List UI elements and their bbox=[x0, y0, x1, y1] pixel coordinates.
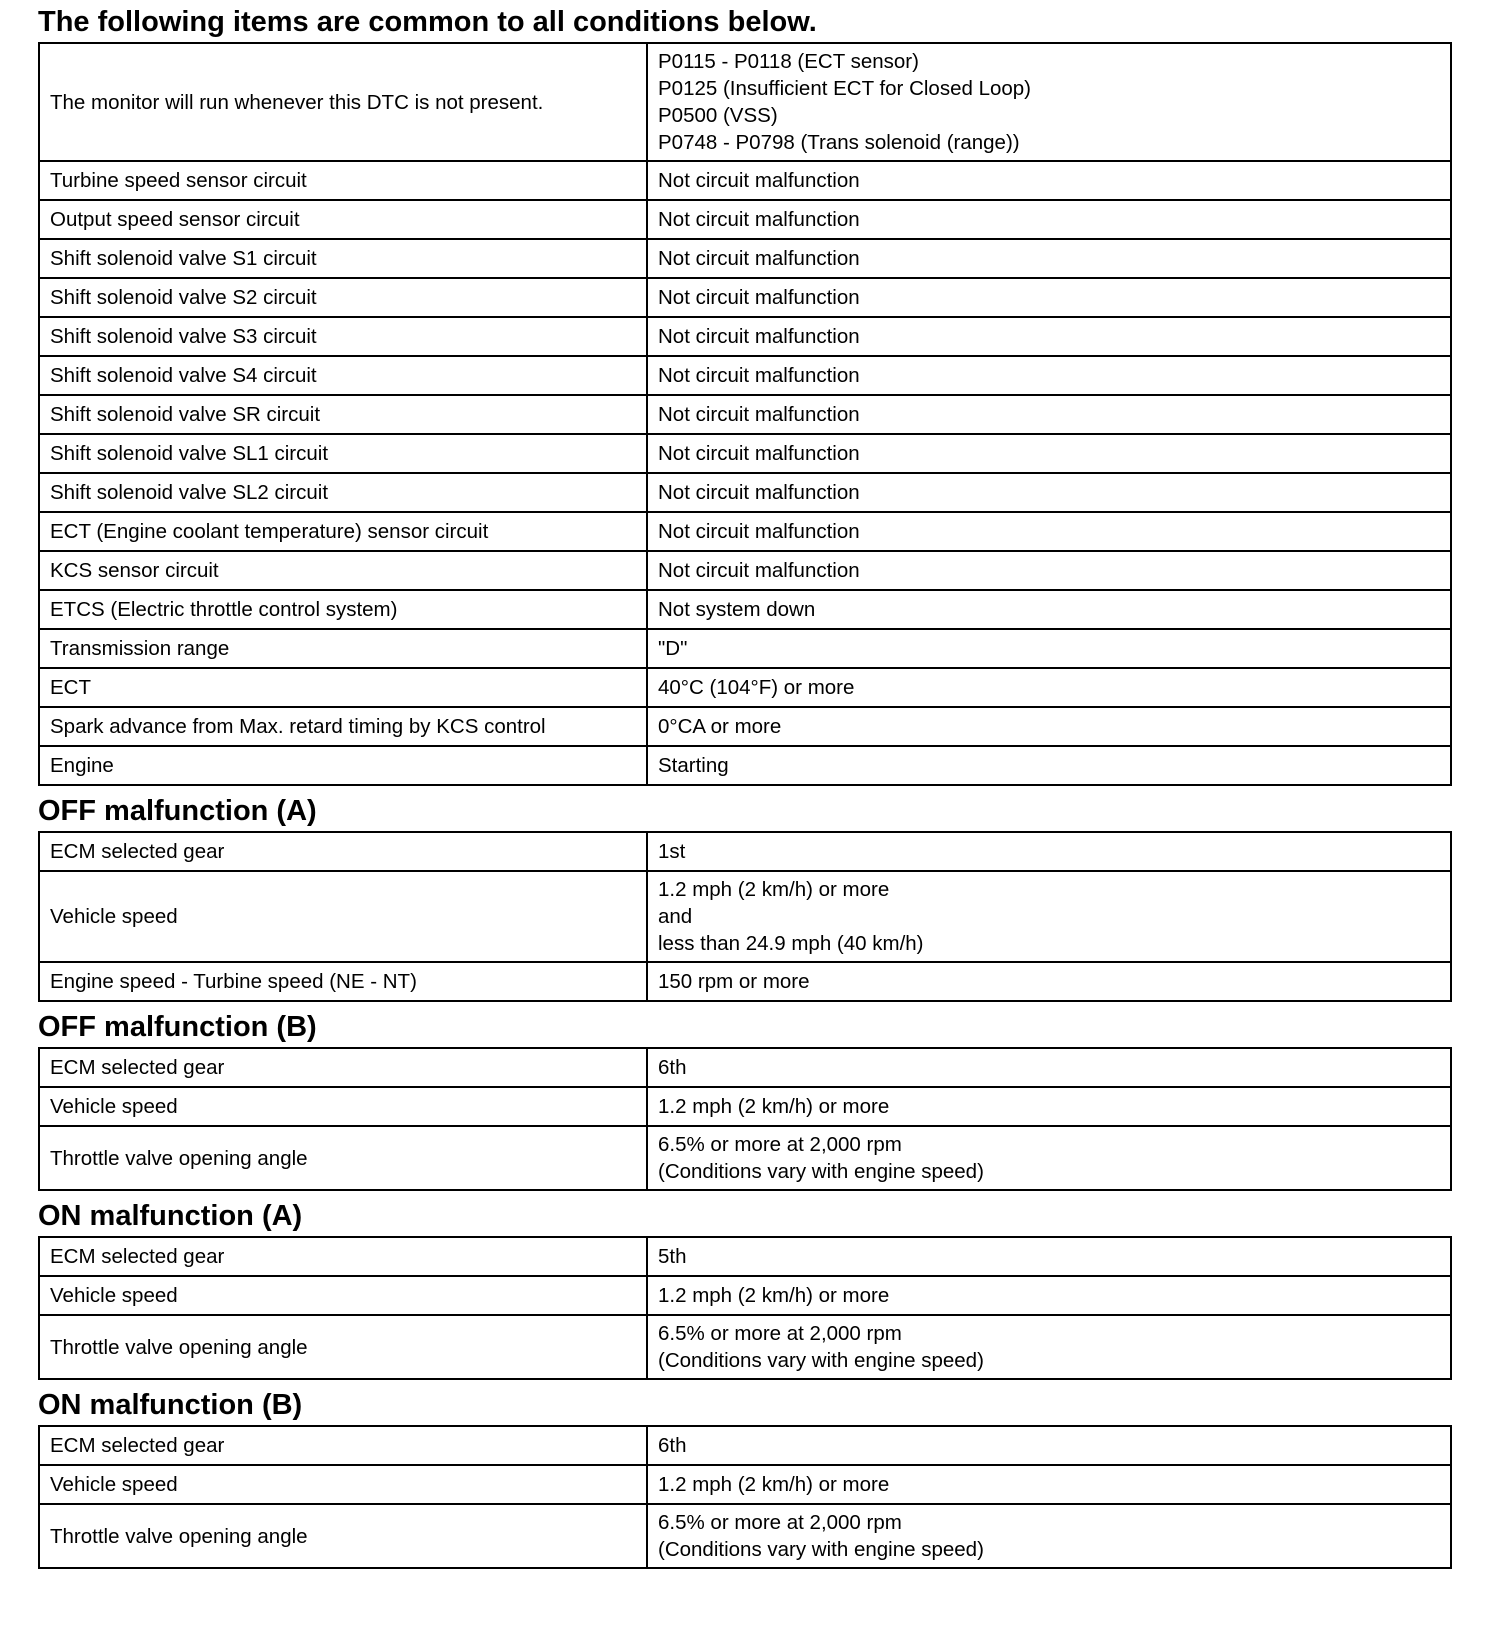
condition-parameter: Vehicle speed bbox=[39, 1276, 647, 1315]
section-title: OFF malfunction (A) bbox=[38, 795, 317, 827]
condition-parameter: ECM selected gear bbox=[39, 1237, 647, 1276]
condition-value: P0115 - P0118 (ECT sensor) P0125 (Insufficient ECT for Closed Loop) P0500 (VSS) P0748 - P0798 (Trans solenoid (range)) bbox=[647, 43, 1451, 161]
conditions-table bbox=[38, 1047, 1452, 1191]
condition-parameter: Shift solenoid valve S3 circuit bbox=[39, 317, 647, 356]
condition-parameter: Vehicle speed bbox=[39, 1465, 647, 1504]
condition-value: Not system down bbox=[647, 590, 1451, 629]
condition-value: Not circuit malfunction bbox=[647, 434, 1451, 473]
table-row bbox=[39, 1465, 1451, 1504]
section-title: ON malfunction (B) bbox=[38, 1389, 303, 1421]
table-row bbox=[39, 1087, 1451, 1126]
condition-value: Not circuit malfunction bbox=[647, 512, 1451, 551]
condition-value: "D" bbox=[647, 629, 1451, 668]
condition-parameter: Throttle valve opening angle bbox=[39, 1126, 647, 1190]
condition-value: Not circuit malfunction bbox=[647, 551, 1451, 590]
condition-parameter: Turbine speed sensor circuit bbox=[39, 161, 647, 200]
condition-parameter: Throttle valve opening angle bbox=[39, 1315, 647, 1379]
condition-value: 1.2 mph (2 km/h) or more and less than 24.9 mph (40 km/h) bbox=[647, 871, 1451, 962]
table-row bbox=[39, 43, 1451, 161]
condition-section bbox=[38, 1198, 1452, 1380]
condition-section bbox=[38, 793, 1452, 1002]
condition-parameter: Engine bbox=[39, 746, 647, 785]
condition-value: 5th bbox=[647, 1237, 1451, 1276]
condition-value: 6.5% or more at 2,000 rpm (Conditions vary with engine speed) bbox=[647, 1504, 1451, 1568]
condition-parameter: Shift solenoid valve SR circuit bbox=[39, 395, 647, 434]
condition-parameter: Engine speed - Turbine speed (NE - NT) bbox=[39, 962, 647, 1001]
condition-parameter: The monitor will run whenever this DTC is not present. bbox=[39, 43, 647, 161]
condition-value: 1.2 mph (2 km/h) or more bbox=[647, 1465, 1451, 1504]
condition-parameter: ETCS (Electric throttle control system) bbox=[39, 590, 647, 629]
condition-parameter: ECM selected gear bbox=[39, 832, 647, 871]
table-row bbox=[39, 395, 1451, 434]
table-row bbox=[39, 434, 1451, 473]
condition-section bbox=[38, 4, 1452, 786]
condition-value: Starting bbox=[647, 746, 1451, 785]
table-row bbox=[39, 239, 1451, 278]
condition-parameter: Throttle valve opening angle bbox=[39, 1504, 647, 1568]
table-row bbox=[39, 356, 1451, 395]
condition-parameter: KCS sensor circuit bbox=[39, 551, 647, 590]
condition-value: 40°C (104°F) or more bbox=[647, 668, 1451, 707]
table-row bbox=[39, 161, 1451, 200]
condition-value: 150 rpm or more bbox=[647, 962, 1451, 1001]
condition-value: 1st bbox=[647, 832, 1451, 871]
conditions-table bbox=[38, 1236, 1452, 1380]
table-row bbox=[39, 871, 1451, 962]
section-title: OFF malfunction (B) bbox=[38, 1011, 317, 1043]
condition-value: Not circuit malfunction bbox=[647, 395, 1451, 434]
table-row bbox=[39, 590, 1451, 629]
condition-value: Not circuit malfunction bbox=[647, 317, 1451, 356]
condition-parameter: ECT bbox=[39, 668, 647, 707]
condition-parameter: ECM selected gear bbox=[39, 1426, 647, 1465]
table-row bbox=[39, 1048, 1451, 1087]
condition-value: Not circuit malfunction bbox=[647, 200, 1451, 239]
condition-value: Not circuit malfunction bbox=[647, 356, 1451, 395]
table-row bbox=[39, 962, 1451, 1001]
table-row bbox=[39, 668, 1451, 707]
table-row bbox=[39, 473, 1451, 512]
condition-parameter: Shift solenoid valve SL1 circuit bbox=[39, 434, 647, 473]
table-row bbox=[39, 317, 1451, 356]
conditions-table bbox=[38, 831, 1452, 1002]
condition-value: 1.2 mph (2 km/h) or more bbox=[647, 1276, 1451, 1315]
condition-value: Not circuit malfunction bbox=[647, 161, 1451, 200]
condition-section bbox=[38, 1387, 1452, 1569]
table-row bbox=[39, 832, 1451, 871]
condition-parameter: Shift solenoid valve S1 circuit bbox=[39, 239, 647, 278]
conditions-table bbox=[38, 1425, 1452, 1569]
table-row bbox=[39, 1315, 1451, 1379]
condition-parameter: Spark advance from Max. retard timing by KCS control bbox=[39, 707, 647, 746]
table-row bbox=[39, 1426, 1451, 1465]
condition-parameter: Vehicle speed bbox=[39, 871, 647, 962]
table-row bbox=[39, 707, 1451, 746]
section-title: ON malfunction (A) bbox=[38, 1200, 303, 1232]
document bbox=[38, 4, 1452, 1576]
table-row bbox=[39, 278, 1451, 317]
condition-parameter: ECM selected gear bbox=[39, 1048, 647, 1087]
table-row bbox=[39, 1237, 1451, 1276]
condition-value: 0°CA or more bbox=[647, 707, 1451, 746]
table-row bbox=[39, 1504, 1451, 1568]
table-row bbox=[39, 1276, 1451, 1315]
condition-parameter: Output speed sensor circuit bbox=[39, 200, 647, 239]
condition-section bbox=[38, 1009, 1452, 1191]
section-title: The following items are common to all conditions below. bbox=[38, 6, 817, 38]
table-row bbox=[39, 551, 1451, 590]
condition-value: Not circuit malfunction bbox=[647, 473, 1451, 512]
condition-value: Not circuit malfunction bbox=[647, 278, 1451, 317]
condition-value: 6th bbox=[647, 1048, 1451, 1087]
table-row bbox=[39, 746, 1451, 785]
condition-parameter: Shift solenoid valve S2 circuit bbox=[39, 278, 647, 317]
condition-parameter: Transmission range bbox=[39, 629, 647, 668]
condition-value: Not circuit malfunction bbox=[647, 239, 1451, 278]
condition-value: 6th bbox=[647, 1426, 1451, 1465]
condition-parameter: ECT (Engine coolant temperature) sensor circuit bbox=[39, 512, 647, 551]
table-row bbox=[39, 512, 1451, 551]
condition-parameter: Shift solenoid valve S4 circuit bbox=[39, 356, 647, 395]
table-row bbox=[39, 200, 1451, 239]
conditions-table bbox=[38, 42, 1452, 786]
condition-parameter: Vehicle speed bbox=[39, 1087, 647, 1126]
table-row bbox=[39, 1126, 1451, 1190]
condition-parameter: Shift solenoid valve SL2 circuit bbox=[39, 473, 647, 512]
condition-value: 1.2 mph (2 km/h) or more bbox=[647, 1087, 1451, 1126]
condition-value: 6.5% or more at 2,000 rpm (Conditions vary with engine speed) bbox=[647, 1126, 1451, 1190]
table-row bbox=[39, 629, 1451, 668]
condition-value: 6.5% or more at 2,000 rpm (Conditions vary with engine speed) bbox=[647, 1315, 1451, 1379]
